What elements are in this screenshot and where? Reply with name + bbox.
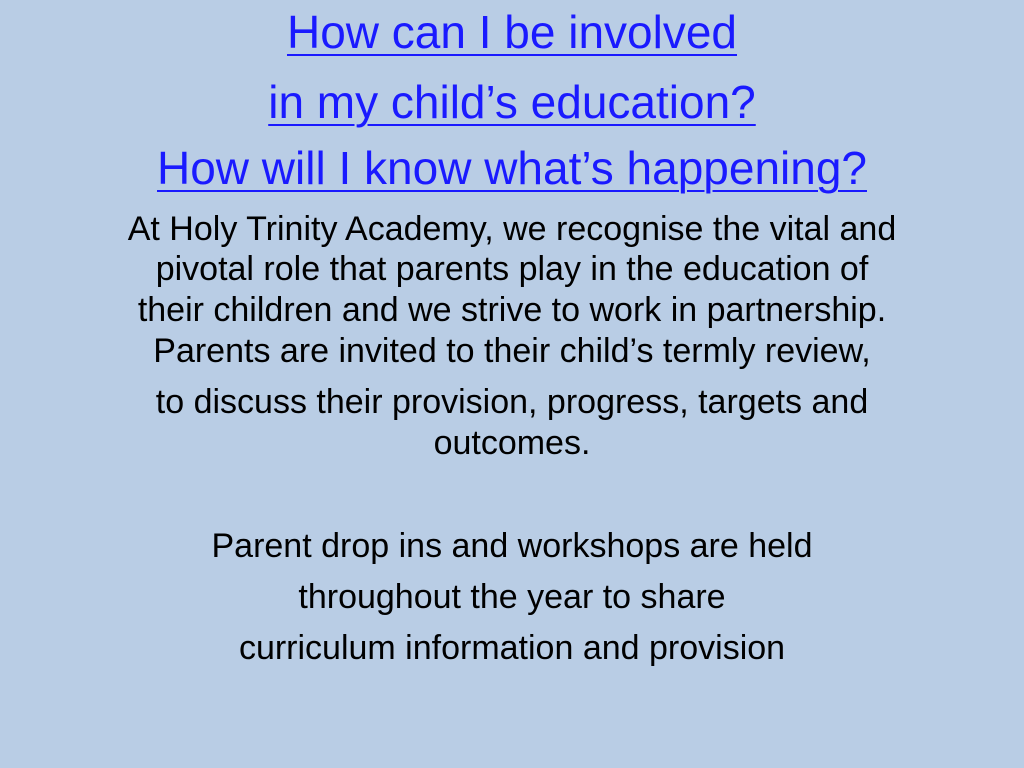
slide-title-text-1[interactable]: How can I be involved <box>286 6 738 58</box>
slide-title-text-2[interactable]: in my child’s education? <box>268 76 756 128</box>
slide-title-text-3[interactable]: How will I know what’s happening? <box>157 142 867 194</box>
intro-line-6: outcomes. <box>433 424 591 462</box>
intro-line-3: their children and we strive to work in partnership. <box>137 291 887 329</box>
intro-line-4: Parents are invited to their child’s termly review, <box>153 332 871 370</box>
intro-line-2: pivotal role that parents play in the education of <box>155 250 869 288</box>
intro-line-5: to discuss their provision, progress, targets and <box>155 383 869 421</box>
slide-title-line-1[interactable] <box>0 4 1024 60</box>
slide-title-line-3[interactable] <box>0 140 1024 196</box>
intro-line-1: At Holy Trinity Academy, we recognise the vital and <box>127 210 897 248</box>
slide-title-line-2[interactable] <box>0 74 1024 130</box>
workshop-line-3: curriculum information and provision <box>238 629 786 667</box>
workshop-line-1: Parent drop ins and workshops are held <box>211 527 813 565</box>
workshop-line-2: throughout the year to share <box>298 578 726 616</box>
